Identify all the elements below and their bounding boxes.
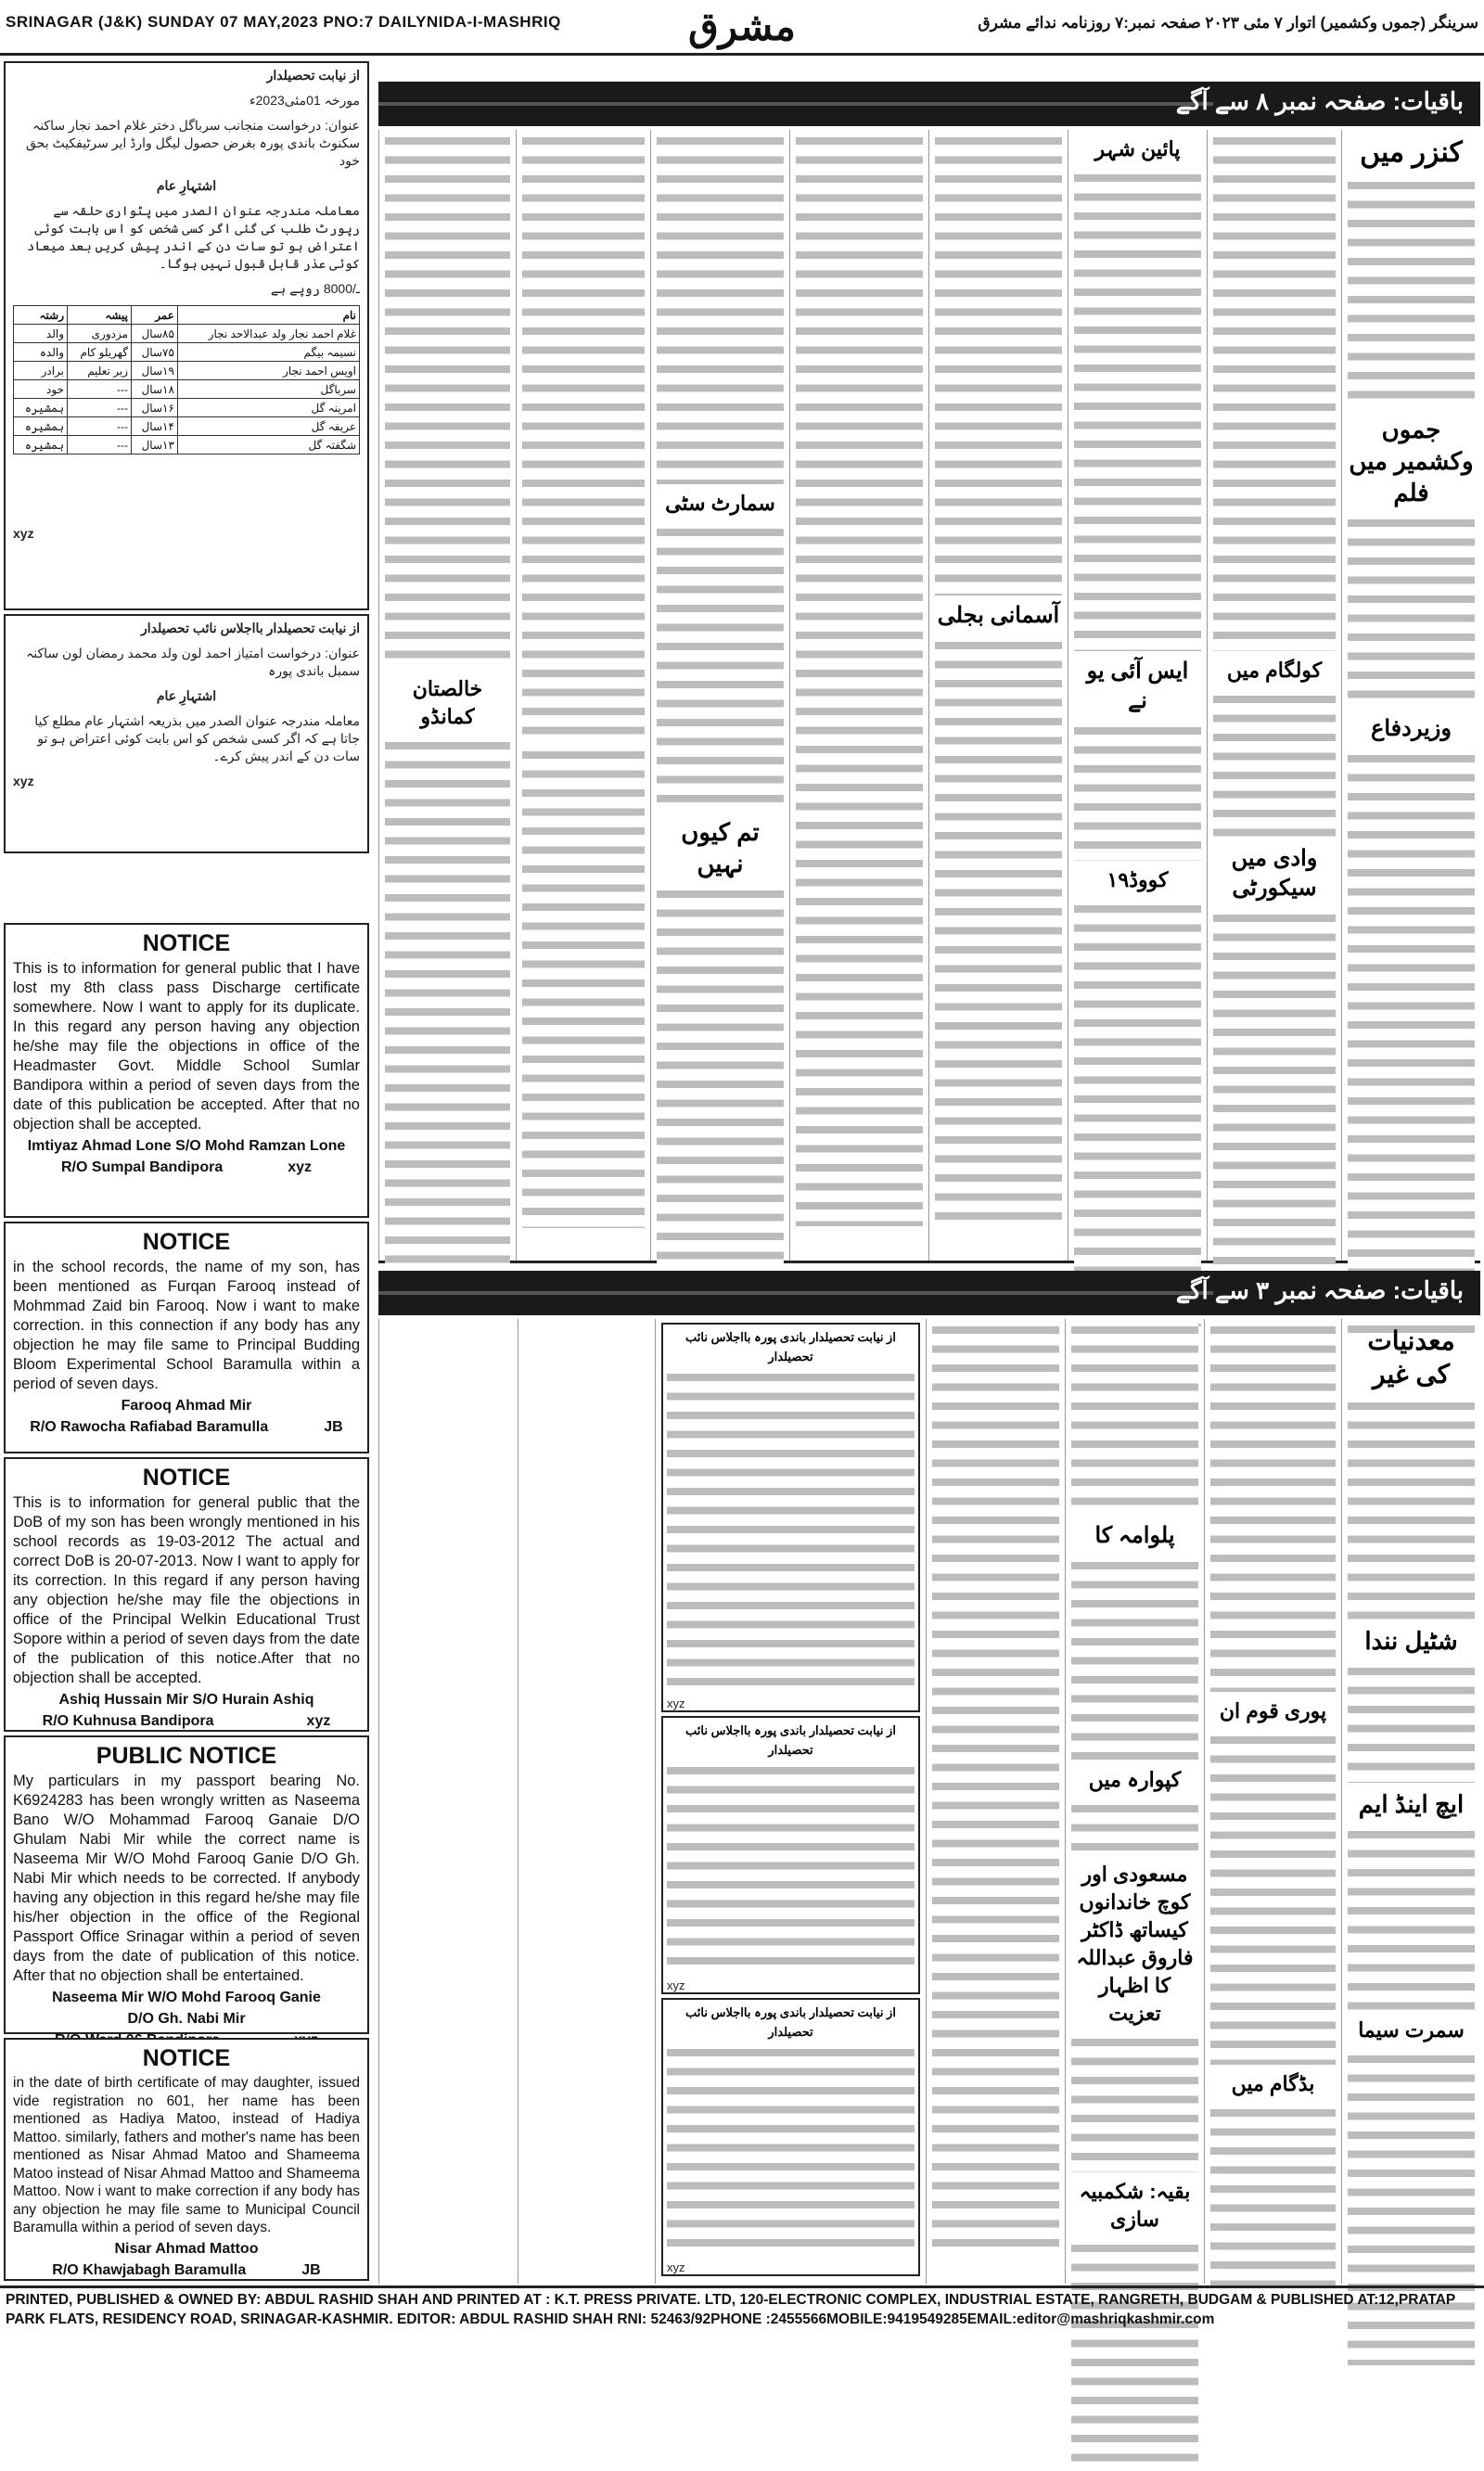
notice-signatory-parent: D/O Gh. Nabi Mir	[127, 2011, 246, 2027]
notice-title: NOTICE	[142, 1229, 231, 1255]
article-headline: پائین شہر	[1094, 137, 1181, 160]
notice-title: NOTICE	[142, 1465, 231, 1491]
notice-signature: xyz	[667, 1978, 685, 1992]
notice-signature: xyz	[13, 526, 34, 541]
masthead-dateline-english: SRINAGAR (J&K) SUNDAY 07 MAY,2023 PNO:7 DAILYNIDA-I-MASHRIQ	[6, 13, 561, 31]
table-cell: مزدوری	[68, 325, 132, 343]
article-text	[1348, 514, 1475, 709]
article-text	[1071, 1556, 1198, 1760]
urdu-legal-notice-2	[4, 614, 369, 853]
article-text	[1074, 900, 1201, 1326]
article-headline: بڈگام میں	[1231, 2072, 1315, 2095]
table-row	[14, 417, 360, 436]
article-text	[1210, 1321, 1336, 1692]
notice-heading: از نیابت تحصیلدار	[266, 68, 360, 83]
article-headline: آسمانی بجلی	[937, 603, 1060, 628]
article-headline: کووڈ۱۹	[1107, 868, 1169, 891]
urdu-legal-notice	[661, 1716, 920, 1994]
masthead-dateline-urdu: سرینگر (جموں وکشمیر) اتوار ۷ مئی ۲۰۲۳ صفحہ نمبر:۷ روزنامہ ندائے مشرق	[978, 14, 1478, 32]
table-cell: گھریلو کام	[68, 343, 132, 362]
notice-signatory-name: Imtiyaz Ahmad Lone S/O Mohd Ramzan Lone	[27, 1138, 346, 1154]
article-text	[1348, 176, 1475, 408]
header-rule	[378, 1291, 1213, 1295]
article-headline: جموں وکشمیر میں فلم	[1349, 416, 1474, 506]
table-cell: نسیمہ بیگم	[177, 343, 359, 362]
table-cell: ۱۳سال	[132, 436, 178, 455]
article-headline: سمارٹ سٹی	[665, 492, 775, 515]
notice-signatory-name: Naseema Mir W/O Mohd Farooq Ganie	[52, 1990, 321, 2005]
article-column	[1204, 1319, 1341, 2284]
article-text	[667, 1761, 915, 1975]
notice-title: NOTICE	[142, 2045, 231, 2071]
newspaper-logo: مشرق	[688, 4, 796, 49]
article-text	[657, 885, 784, 1274]
table-cell: زیر تعلیم	[68, 362, 132, 380]
article-text	[667, 2043, 915, 2257]
notice-signatory-address: R/O Kuhnusa Bandipora xyz	[42, 1713, 331, 1729]
article-column	[650, 130, 789, 1261]
article-text	[1071, 1321, 1198, 1516]
article-headline: ایچ اینڈ ایم	[1358, 1790, 1465, 1818]
notice-heading: از نیابت تحصیلدار باندی پورہ بااجلاس نائب تحصیلدار	[685, 1723, 896, 1757]
notice-signatory-address: R/O Sumpal Bandipora xyz	[60, 1159, 313, 1175]
notice-date: مورخہ 01مئی2023ء	[249, 93, 360, 108]
table-row	[14, 343, 360, 362]
continuation-section-2-body	[378, 1319, 1480, 2284]
notice-body: This is to information for general public that I have lost my 8th class pass Discharge certificate somewhere. Now I want to apply for its duplicate. In this regard any person having any objection he/she may file the objections in office of the Headmaster Govt. Middle School Sumlar Bandipora within a period of seven days from the date of this publication be accepted. After that no objection shall be accepted.	[13, 960, 360, 1133]
article-column	[928, 130, 1068, 1261]
table-row	[14, 380, 360, 399]
table-cell: غلام احمد نجار ولد عبدالاحد نجار	[177, 325, 359, 343]
notice-closing-text	[6, 458, 367, 521]
table-cell: امرینہ گل	[177, 399, 359, 417]
article-column	[1068, 130, 1207, 1261]
article-headline: بقیہ: شکمبیہ سازی	[1079, 2180, 1191, 2231]
article-headline: تم کیوں نہیں	[681, 818, 760, 877]
table-cell: ---	[68, 436, 132, 455]
article-headline: کنزر میں	[1360, 137, 1463, 168]
article-text	[667, 1368, 915, 1693]
public-notice-passport	[4, 1735, 369, 2034]
article-column	[378, 130, 516, 1261]
article-text	[1213, 909, 1336, 1299]
article-column	[1341, 1319, 1480, 2284]
table-cell: شگفتہ گل	[177, 436, 359, 455]
table-cell: پیشہ	[68, 306, 132, 325]
imprint-line-1: PRINTED, PUBLISHED & OWNED BY: ABDUL RASHID SHAH AND PRINTED AT : K.T. PRESS PRIVATE. LTD, 120-ELECTRONIC COMPLEX, INDUSTRIAL ESTATE, RANGRETH, BUDGAM & PUBLISHED AT:12,PRATAP	[6, 2292, 1456, 2308]
article-column	[1207, 130, 1341, 1261]
table-row	[14, 362, 360, 380]
article-text	[657, 132, 784, 484]
imprint-footer	[0, 2285, 1484, 2329]
notice-body: معاملہ مندرجہ عنوان الصدر میں بذریعہ اشتہار عام مطلع کیا جاتا ہے کہ اگر کسی شخص کو اس بابت کوئی اعتراض ہو تو سات دن کے اندر پیش کرے۔	[34, 713, 360, 763]
masthead	[0, 0, 1484, 56]
article-headline: کولگام میں	[1226, 659, 1323, 682]
notice-fee: ـ/8000 روپے ہے	[270, 281, 360, 296]
article-headline: سمرت سیما	[1358, 2018, 1465, 2042]
notice-signature: xyz	[13, 774, 34, 788]
table-cell: والد	[14, 325, 68, 343]
table-cell: اویس احمد نجار	[177, 362, 359, 380]
continuation-section-header-1	[378, 82, 1480, 126]
table-cell: رشتہ	[14, 306, 68, 325]
table-cell: ۱۴سال	[132, 417, 178, 436]
table-row	[14, 325, 360, 343]
notice-signatory-address: R/O Rawocha Rafiabad Baramulla JB	[30, 1419, 343, 1435]
notice-announcement: اشتہارِ عام	[156, 178, 217, 193]
article-headline: وزیردفاع	[1371, 716, 1452, 741]
notice-signatory-name: Nisar Ahmad Mattoo	[114, 2240, 259, 2257]
table-cell: ۸۵سال	[132, 325, 178, 343]
table-cell: سرباگل	[177, 380, 359, 399]
notice-announcement: اشتہارِ عام	[156, 688, 217, 703]
family-members-table	[13, 305, 360, 455]
article-column	[378, 1319, 518, 2284]
notice-signatory-address: R/O Khawjabagh Baramulla JB	[52, 2261, 321, 2278]
table-cell: ہمشیرہ	[14, 436, 68, 455]
article-text	[657, 523, 784, 811]
article-headline: ایس آئی یو نے	[1086, 659, 1189, 713]
article-text	[1071, 2239, 1198, 2471]
urdu-legal-notice-1	[4, 61, 369, 610]
urdu-legal-notice	[661, 1323, 920, 1712]
article-text	[1348, 749, 1475, 1343]
table-cell: ۱۸سال	[132, 380, 178, 399]
article-column	[926, 1319, 1065, 2284]
article-text	[796, 132, 923, 1226]
notice-body: in the school records, the name of my son, has been mentioned as Furqan Farooq instead of Mohmmad Zaid bin Farooq. Now i want to make correction. in this connection if any body has any objection he may file same to Principal Budding Bloom Experimental School Baramulla within a period of seven days.	[13, 1259, 360, 1392]
table-row	[14, 436, 360, 455]
notice-body: معاملہ مندرجہ عنوان الصدر میں پٹواری حلقہ سے رپورٹ طلب کی گئی اگر کسی شخص کو اس بابت کوئی اعتراض ہو تو سات دن کے اندر پیش کریں بعد میعاد کوئی عذر قابل قبول نہیں ہوگا۔	[27, 203, 360, 271]
article-text	[935, 132, 1062, 595]
article-text	[1074, 169, 1201, 651]
table-cell: ہمشیرہ	[14, 417, 68, 436]
notice-title: PUBLIC NOTICE	[96, 1743, 277, 1769]
article-text	[522, 132, 645, 744]
table-cell: ---	[68, 417, 132, 436]
article-headline: مسعودی اور کوچ خاندانوں کیساتھ ڈاکٹر فاروق عبداللہ کا اظہار تعزیت	[1076, 1863, 1194, 2025]
article-column	[789, 130, 928, 1261]
article-column	[518, 1319, 655, 2284]
article-text	[1213, 132, 1336, 651]
continuation-section-header-2	[378, 1271, 1480, 1315]
notice-subject: عنوان: درخواست امتیاز احمد لون ولد محمد رمضان لون ساکنہ سمبل باندی پورہ	[26, 646, 360, 678]
article-text	[1210, 1731, 1336, 2065]
article-headline: کپوارہ میں	[1088, 1768, 1182, 1791]
section-title: باقیات: صفحہ نمبر ۳ سے آگے	[1175, 1276, 1464, 1304]
notice-body: This is to information for general public that the DoB of my son has been wrongly mentioned in his school records as 19-03-2012 The actual and correct DoB is 20-07-2013. Now I want to apply for its correction. In this regard if any person having any objection he/she may file the objections in office of the Principal Welkin Educational Trust Sopore within a period of seven days from the date of the publication of this notice.After that no objection shall be accepted.	[13, 1494, 360, 1686]
section-title: باقیات: صفحہ نمبر ۸ سے آگے	[1175, 87, 1464, 115]
table-row	[14, 306, 360, 325]
notice-birth-certificate-correction	[4, 2038, 369, 2281]
article-text	[385, 132, 510, 670]
article-text	[1071, 2033, 1198, 2172]
table-cell: ہمشیرہ	[14, 399, 68, 417]
table-cell: ---	[68, 399, 132, 417]
table-cell: ۱۹سال	[132, 362, 178, 380]
article-text	[522, 746, 645, 1228]
notice-signatory-name: Ashiq Hussain Mir S/O Hurain Ashiq	[58, 1692, 314, 1708]
article-column	[1341, 130, 1480, 1261]
notice-body: My particulars in my passport bearing No. K6924283 has been wrongly written as Naseema Bano W/O Mohammad Farooq Ganaie D/O Ghulam Nabi Mir while the correct name is Naseema Mir W/O Mohd Farooq Ganie D/O Gh. Nabi Mir which needs to be corrected. If anybody having any objection in this regard he/she may file his/her objection in the office of the Regional Passport Office Srinagar within a period of seven days from the date of publication of this notice. After that no objection shall be entertained.	[13, 1773, 360, 1984]
article-text	[1210, 2104, 1336, 2289]
article-headline: پلوامہ کا	[1094, 1523, 1175, 1548]
notice-heading: از نیابت تحصیلدار بااجلاس نائب تحصیلدار	[141, 621, 360, 635]
article-text	[1348, 1662, 1475, 1783]
notice-signature: xyz	[667, 1696, 685, 1710]
notice-signatory-name: Farooq Ahmad Mir	[121, 1398, 252, 1414]
table-cell: ۷۵سال	[132, 343, 178, 362]
table-cell: ---	[68, 380, 132, 399]
article-text	[1348, 1397, 1475, 1620]
article-text	[932, 1321, 1059, 2258]
notice-lost-certificate	[4, 923, 369, 1218]
article-headline: شٹیل نندا	[1364, 1627, 1458, 1655]
notice-body: in the date of birth certificate of may daughter, issued vide registration no 601, her name has been mentioned as Hadiya Matoo, instead of Hadiya Mattoo. similarly, fathers and mother's name has been mentioned as Nisar Ahmad Matoo and Shameema Matoo instead of Nisar Ahmad Mattoo and Shameema Mattoo. Now i want to make correction if any body has any objection he may file same to Municipal Council Baramulla within a period of seven days.	[13, 2075, 360, 2235]
notice-heading: از نیابت تحصیلدار باندی پورہ بااجلاس نائب تحصیلدار	[685, 1330, 896, 1364]
table-cell: ۱۶سال	[132, 399, 178, 417]
notice-dob-correction	[4, 1457, 369, 1732]
table-cell: برادر	[14, 362, 68, 380]
article-column	[516, 130, 650, 1261]
notice-subject: عنوان: درخواست منجانب سرباگل دختر غلام احمد نجار ساکنہ سکنوٹ باندی پورہ بغرض حصول لیگل وارڈ ایر سرٹیفکیٹ بحق خود	[25, 118, 360, 168]
article-headline: خالصتان کمانڈو	[412, 677, 483, 728]
notice-title: NOTICE	[142, 930, 231, 956]
article-headline: وادی میں سیکورٹی	[1231, 846, 1318, 901]
article-column	[1065, 1319, 1204, 2284]
article-headline: معدنیات کی غیر	[1367, 1326, 1455, 1389]
article-text	[1348, 1825, 1475, 2011]
table-cell: والدہ	[14, 343, 68, 362]
article-text	[935, 636, 1062, 1230]
notice-name-correction-son	[4, 1222, 369, 1453]
continuation-section-1-body	[378, 130, 1480, 1263]
notice-heading: از نیابت تحصیلدار باندی پورہ بااجلاس نائب تحصیلدار	[685, 2005, 896, 2039]
header-rule	[378, 102, 1213, 106]
table-cell: نام	[177, 306, 359, 325]
article-headline: پوری قوم ان	[1219, 1699, 1327, 1722]
table-row	[14, 399, 360, 417]
article-text	[1071, 1799, 1198, 1855]
table-cell: عمر	[132, 306, 178, 325]
article-text	[1074, 722, 1201, 861]
urdu-legal-notice	[661, 1998, 920, 2276]
notice-signature: xyz	[667, 2260, 685, 2274]
table-cell: خود	[14, 380, 68, 399]
imprint-line-2: PARK FLATS, RESIDENCY ROAD, SRINAGAR-KASHMIR. EDITOR: ABDUL RASHID SHAH RNI: 52463/92PHONE :2455566MOBILE:9419549285EMAIL:editor@mashriqkashmir.com	[6, 2311, 1215, 2327]
article-text	[385, 736, 510, 1274]
table-cell: عریفہ گل	[177, 417, 359, 436]
article-text	[1213, 690, 1336, 839]
article-column	[655, 1319, 926, 2284]
